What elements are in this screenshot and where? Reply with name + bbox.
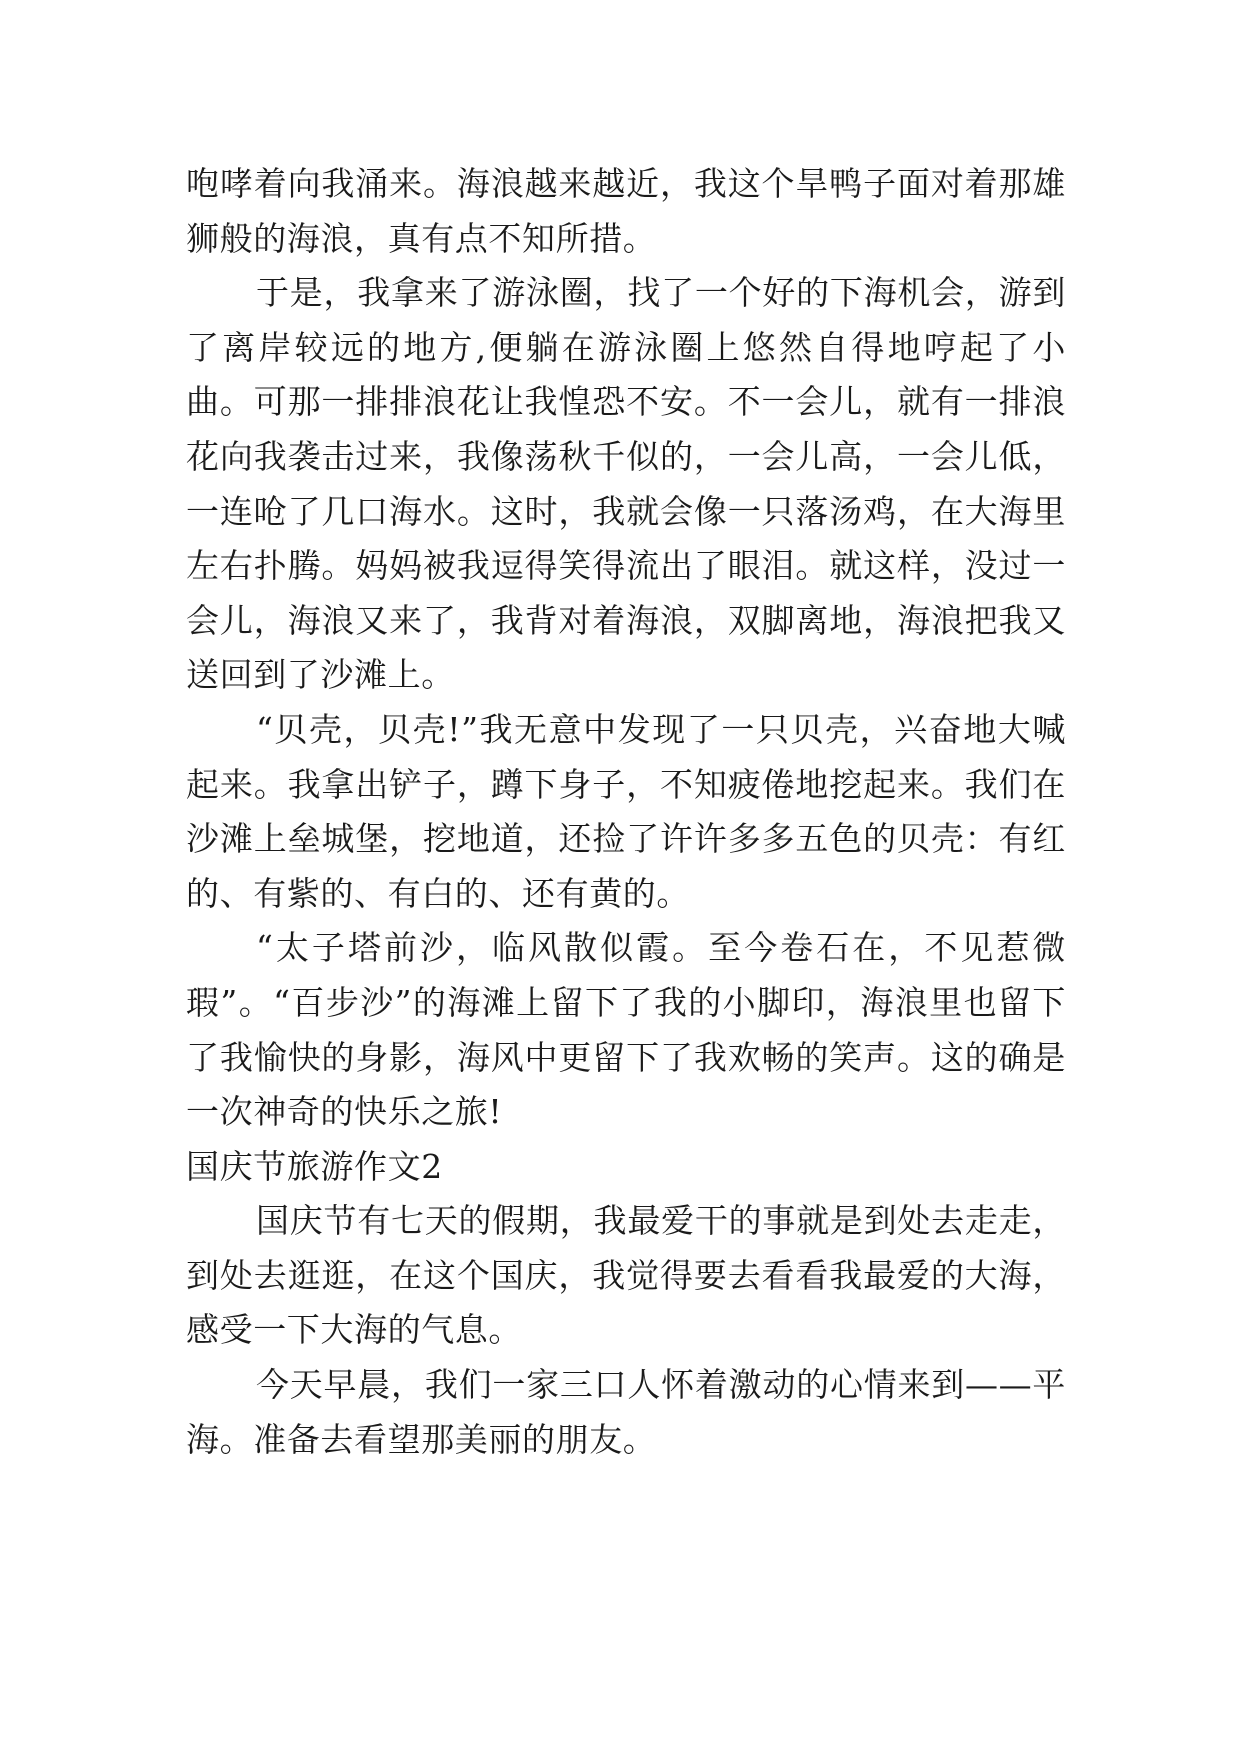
paragraph-6: 今天早晨，我们一家三口人怀着激动的心情来到——平海。准备去看望那美丽的朋友。: [186, 1365, 1066, 1459]
paragraph-5: 国庆节有七天的假期，我最爱干的事就是到处去走走，到处去逛逛，在这个国庆，我觉得要去看看我最爱的大海，感受一下大海的气息。: [186, 1201, 1066, 1350]
paragraph-2: 于是，我拿来了游泳圈，找了一个好的下海机会，游到了离岸较远的地方,便躺在游泳圈上悠然自得地哼起了小曲。可那一排排浪花让我惶恐不安。不一会儿，就有一排浪花向我袭击过来，我像荡秋千似的，一会儿高，一会儿低，一连呛了几口海水。这时，我就会像一只落汤鸡，在大海里左右扑腾。妈妈被我逗得笑得流出了眼泪。就这样，没过一会儿，海浪又来了，我背对着海浪，双脚离地，海浪把我又送回到了沙滩上。: [186, 273, 1066, 695]
section-heading: 国庆节旅游作文2: [186, 1146, 443, 1186]
paragraph-1: 咆哮着向我涌来。海浪越来越近，我这个旱鸭子面对着那雄狮般的海浪，真有点不知所措。: [186, 164, 1066, 258]
paragraph-4: “太子塔前沙，临风散似霞。至今卷石在，不见惹微瑕”。“百步沙”的海滩上留下了我的小脚印，海浪里也留下了我愉快的身影，海风中更留下了我欢畅的笑声。这的确是一次神奇的快乐之旅!: [186, 928, 1066, 1132]
document-body: [186, 157, 1066, 1467]
paragraph-3: “贝壳，贝壳!”我无意中发现了一只贝壳，兴奋地大喊起来。我拿出铲子，蹲下身子，不知疲倦地挖起来。我们在沙滩上垒城堡，挖地道，还捡了许许多多五色的贝壳：有红的、有紫的、有白的、还有黄的。: [186, 709, 1066, 913]
